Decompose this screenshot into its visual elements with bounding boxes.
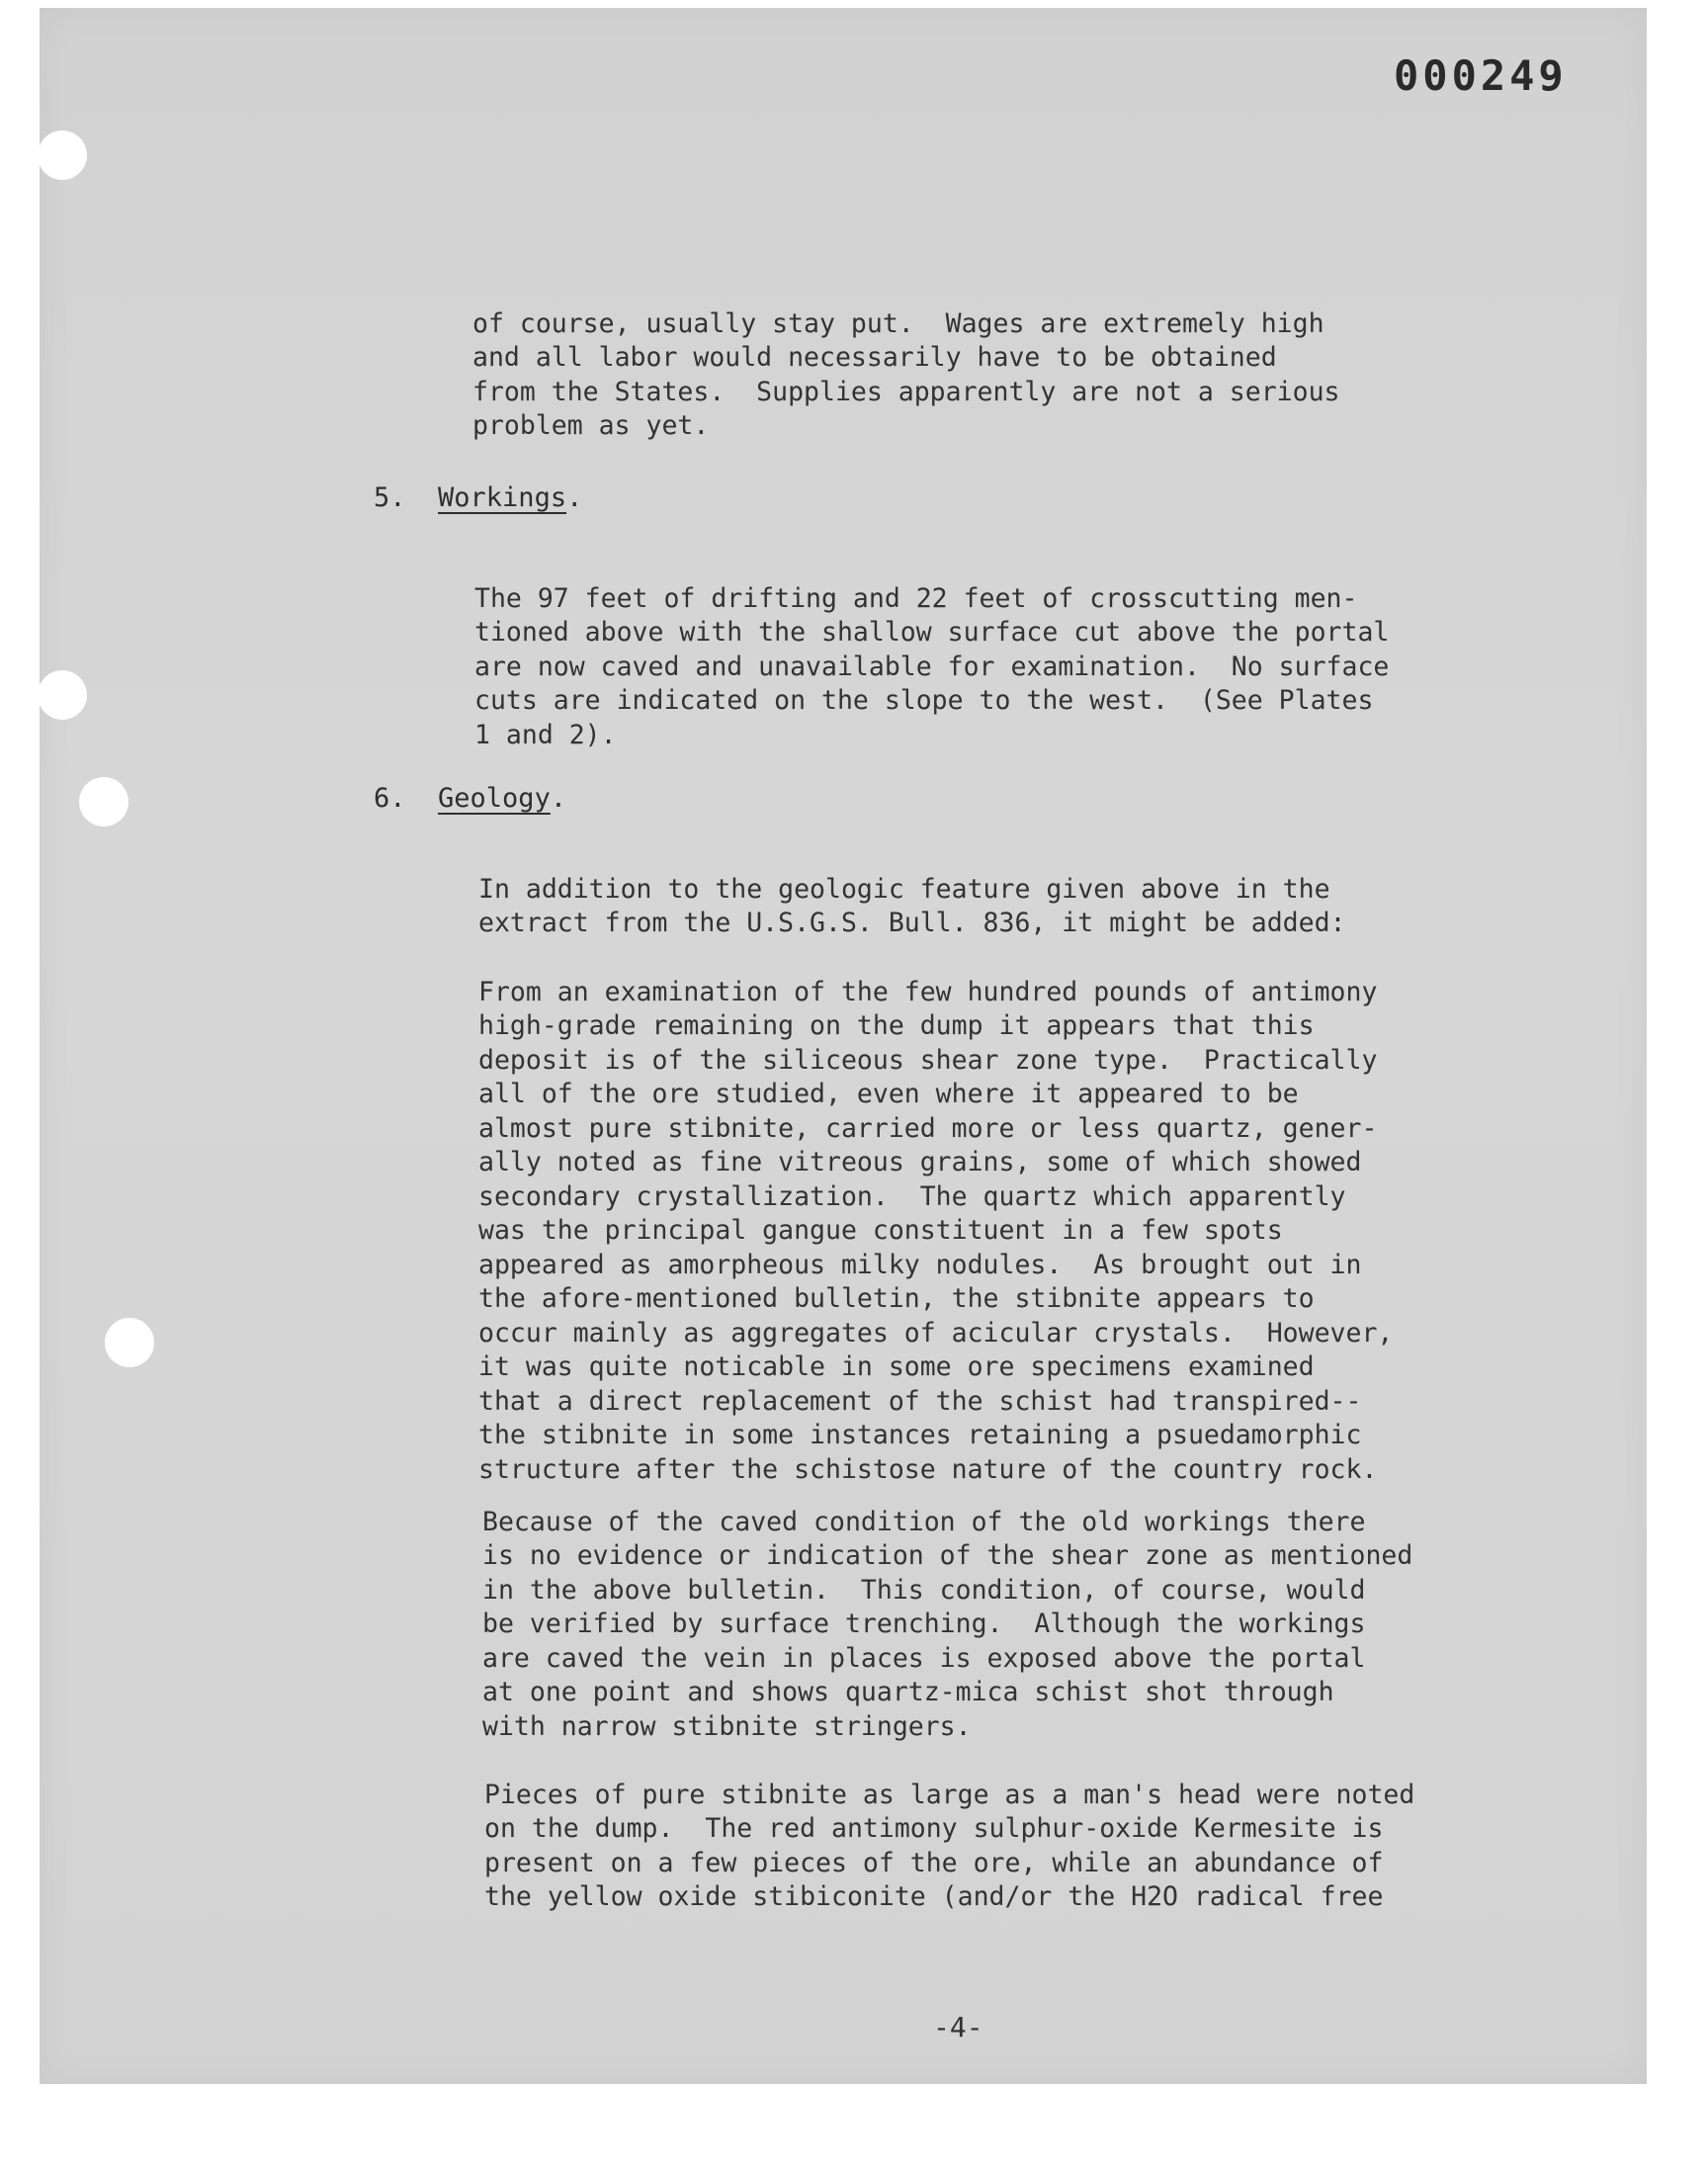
text-line: From an examination of the few hundred pounds of antimony [478,976,1378,1007]
text-line: Because of the caved condition of the old workings there [482,1506,1366,1537]
section-title: Workings [438,482,567,513]
binder-hole-4 [105,1318,154,1367]
text-line: from the States. Supplies apparently are not a serious [472,376,1340,407]
text-line: that a direct replacement of the schist had transpired-- [478,1385,1362,1417]
text-line: high-grade remaining on the dump it appears that this [478,1010,1315,1041]
section-number: 6. [374,783,406,814]
section-title: Geology [438,783,551,814]
text-line: with narrow stibnite stringers. [482,1710,972,1742]
text-line: all of the ore studied, even where it appeared to be [478,1079,1299,1109]
text-line: Pieces of pure stibnite as large as a man's head were noted [484,1779,1415,1810]
text-line: present on a few pieces of the ore, while an abundance of [484,1847,1384,1878]
text-line: appeared as amorpheous milky nodules. As brought out in [478,1249,1362,1280]
section-number: 5. [374,482,406,513]
binder-hole-1 [38,130,87,180]
binder-hole-2 [38,670,87,720]
binder-hole-3 [79,777,128,826]
text-line: the afore-mentioned bulletin, the stibnite appears to [478,1283,1315,1314]
text-line: are caved the vein in places is exposed above the portal [482,1642,1366,1674]
text-line: The 97 feet of drifting and 22 feet of crosscutting men- [474,582,1358,614]
section-heading-workings: 5. Workings. [374,482,583,513]
text-line: on the dump. The red antimony sulphur-oxide Kermesite is [484,1813,1384,1844]
workings-paragraph [474,548,1389,752]
text-line: occur mainly as aggregates of acicular crystals. However, [478,1317,1394,1348]
text-line: it was quite noticable in some ore specimens examined [478,1351,1315,1382]
geology-paragraph-2 [478,941,1393,1487]
page-id-stamp: 000249 [1394,51,1568,100]
geology-paragraph-3 [482,1471,1412,1744]
text-line: cuts are indicated on the slope to the west. (See Plates [474,685,1374,716]
text-line: extract from the U.S.G.S. Bull. 836, it might be added: [478,908,1346,938]
document-page [40,8,1647,2084]
geology-paragraph-1 [478,838,1346,941]
text-line: structure after the schistose nature of the country rock. [478,1453,1378,1485]
text-line: problem as yet. [472,410,710,441]
text-line: deposit is of the siliceous shear zone type. Practically [478,1044,1378,1076]
text-line: secondary crystallization. The quartz which apparently [478,1180,1346,1212]
text-line: be verified by surface trenching. Although the workings [482,1609,1366,1639]
text-line: in the above bulletin. This condition, of course, would [482,1574,1366,1606]
text-line: tioned above with the shallow surface cut above the portal [474,617,1390,648]
text-line: ally noted as fine vitreous grains, some of which showed [478,1147,1362,1177]
text-line: In addition to the geologic feature given above in the [478,873,1330,905]
text-line: and all labor would necessarily have to be obtained [472,342,1277,373]
text-line: was the principal gangue constituent in a few spots [478,1215,1283,1246]
text-line: are now caved and unavailable for examination. No surface [474,651,1390,682]
text-line: of course, usually stay put. Wages are extremely high [472,307,1324,339]
text-line: at one point and shows quartz-mica schist shot through [482,1677,1334,1707]
text-line: the stibnite in some instances retaining a psuedamorphic [478,1420,1362,1450]
page-number: -4- [933,2011,983,2044]
geology-paragraph-4 [484,1744,1414,1915]
text-line: almost pure stibnite, carried more or less quartz, gener- [478,1112,1378,1144]
intro-paragraph [472,273,1340,444]
text-line: is no evidence or indication of the shear zone as mentioned [482,1540,1413,1571]
text-line: the yellow oxide stibiconite (and/or the H2O radical free [484,1881,1384,1912]
section-heading-geology: 6. Geology. [374,783,567,814]
text-line: 1 and 2). [474,719,617,750]
